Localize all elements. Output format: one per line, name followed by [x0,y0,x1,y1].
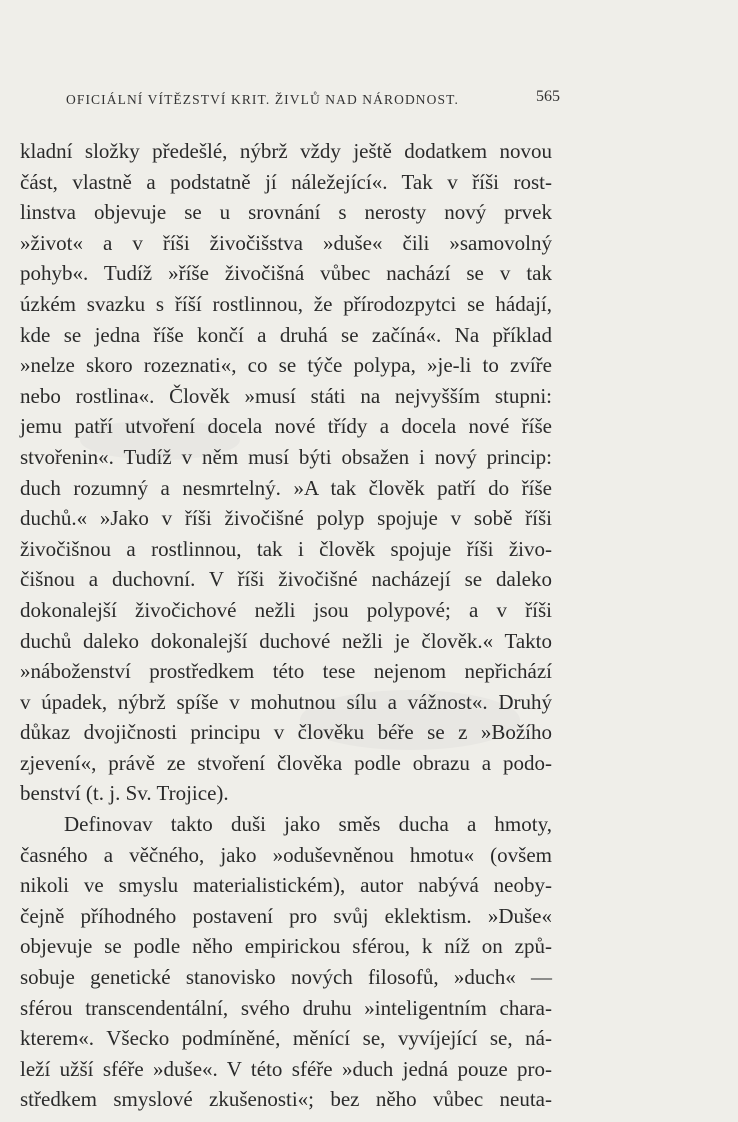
text-line: »nelze skoro rozeznati«, co se týče polypa, »je-li to zvíře [20,353,552,378]
text-line: v úpadek, nýbrž spíše v mohutnou sílu a vážnost«. Druhý [20,689,552,714]
text-line: živočišnou a rostlinnou, tak i člověk spojuje říši živo- [20,536,552,561]
text-line: pohyb«. Tudíž »říše živočišná vůbec nachází se v tak [20,261,552,286]
text-line: časného a věčného, jako »oduševněnou hmotu« (ovšem [20,842,552,867]
text-line: jemu patří utvoření docela nové třídy a docela nové říše [20,414,552,439]
body-text [20,136,552,1115]
text-line: zjevení«, právě ze stvoření člověka podle obrazu a podo- [20,750,552,775]
text-line: »náboženství prostředkem této tese nejenom nepřichází [20,659,552,684]
text-line: kde se jedna říše končí a druhá se začíná«. Na příklad [20,322,552,347]
text-line: »život« a v říši živočišstva »duše« čili »samovolný [20,230,552,255]
text-line: leží užší sféře »duše«. V této sféře »duch jedná pouze pro- [20,1056,552,1081]
text-line: část, vlastně a podstatně jí náležející«. Tak v říši rost- [20,169,552,194]
text-line: sobuje genetické stanovisko nových filosofů, »duch« — [20,965,552,990]
text-line: duchů.« »Jako v říši živočišné polyp spojuje v sobě říši [20,506,552,531]
text-line: čejně příhodného postavení pro svůj eklektism. »Duše« [20,903,552,928]
text-line: nikoli ve smyslu materialistickém), autor nabývá neoby- [20,873,552,898]
text-line: duch rozumný a nesmrtelný. »A tak člověk patří do říše [20,475,552,500]
running-header [60,88,560,112]
text-line: úzkém svazku s říší rostlinnou, že přírodozpytci se hádají, [20,291,552,316]
text-line: duchů daleko dokonalejší duchové nežli je člověk.« Takto [20,628,552,653]
text-line: nebo rostlina«. Člověk »musí státi na nejvyšším stupni: [20,383,552,408]
text-line: kladní složky předešlé, nýbrž vždy ještě dodatkem novou [20,139,552,163]
page-number: 565 [536,88,560,105]
text-line: Definovav takto duši jako směs ducha a hmoty, [64,812,552,837]
text-line: sférou transcendentální, svého druhu »inteligentním chara- [20,995,552,1020]
text-line: důkaz dvojičnosti principu v člověku béře se z »Božího [20,720,552,745]
text-line: kterem«. Všecko podmíněné, měnící se, vyvíjející se, ná- [20,1026,552,1051]
text-line: čišnou a duchovní. V říši živočišné nacházejí se daleko [20,567,552,592]
text-line: středkem smyslové zkušenosti«; bez něho vůbec neuta- [20,1087,552,1112]
text-line: dokonalejší živočichové nežli jsou polypové; a v říši [20,597,552,622]
text-line: objevuje se podle něho empirickou sférou, k níž on způ- [20,934,552,959]
running-title: OFICIÁLNÍ VÍTĚZSTVÍ KRIT. ŽIVLŮ NAD NÁRODNOST. [66,92,459,107]
text-line: linstva objevuje se u srovnání s nerosty nový prvek [20,200,552,225]
text-line: stvořenin«. Tudíž v něm musí býti obsažen i nový princip: [20,444,552,469]
text-line: benství (t. j. Sv. Trojice). [20,781,229,806]
